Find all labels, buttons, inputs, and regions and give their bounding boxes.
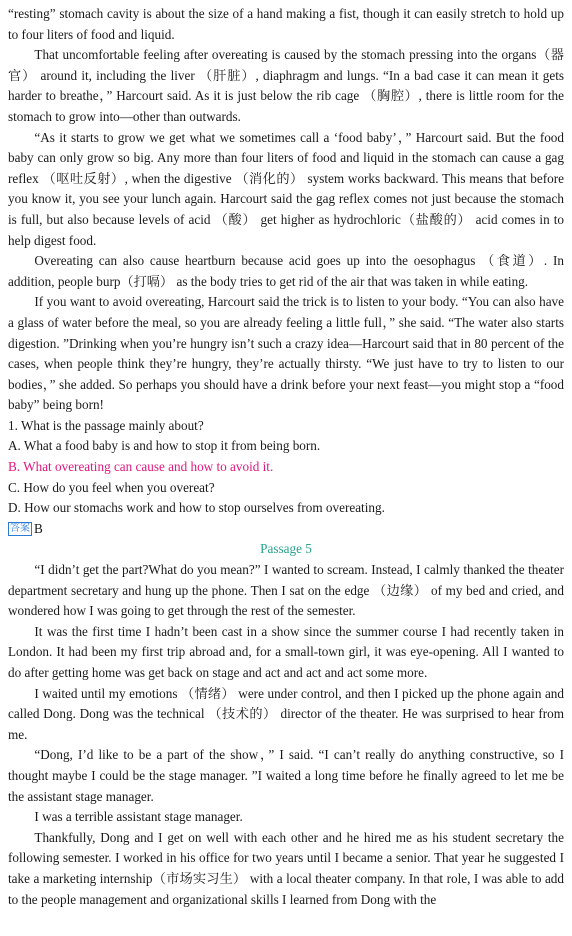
paragraph: If you want to avoid overeating, Harcourt said the trick is to listen to your body. “You can also have a glass of water before the meal, so you are already feeling a little full，” she said. “The water also starts digestion. ”Drinking when you’re hungry isn’t such a crazy idea—Harcourt said that in 80 percent of the cases, when people think they’re hungry, they’re actually thirsty. “We just have to try to listen to our bodies，” she added. So perhaps you should have a drink before your next feast—you might stop a “food baby” being born!	[8, 294, 564, 413]
paragraph: That uncomfortable feeling after overeating is caused by the stomach pressing into the organs（器官） around it, including the liver （肝脏）, diaphragm and lungs. “In a bad case it can mean it gets harder to breathe，” Harcourt said. As it is just below the rib cage （胸腔）, there is little room for the stomach to grow into—other than outwards.	[8, 47, 564, 124]
paragraph: “As it starts to grow we get what we sometimes call a ‘food baby’，” Harcourt said. But the food baby can only grow so big. Any more than four liters of food and liquid in the stomach can cause a gag reflex （呕吐反射）, when the digestive （消化的） system works backward. This means that before you know it, you see your lunch again. Harcourt said the gag reflex comes not just because the stomach is full, but also because levels of acid （酸） get higher as hydrochloric（盐酸的） acid comes in to help digest food.	[8, 129, 564, 248]
question-text: 1. What is the passage mainly about?	[8, 417, 204, 433]
question-block	[8, 416, 564, 540]
paragraph: “I didn’t get the part?What do you mean?” I wanted to scream. Instead, I calmly thanked the theater department secretary and hung up the phone. Then I sat on the edge （边缘） of my bed and cried, and wondered how I was going to get through the rest of the semester.	[8, 562, 564, 619]
passage-5-body	[8, 560, 564, 910]
paragraph: I was a terrible assistant stage manager.	[34, 809, 243, 825]
answer-value: B	[34, 520, 43, 536]
passage-4-body	[8, 4, 564, 416]
paragraph: I waited until my emotions （情绪） were under control, and then I picked up the phone again and called Dong. Dong was the technical （技术的） director of the theater. He was surprised to hear from me.	[8, 685, 564, 742]
answer-tag: 答案	[10, 523, 30, 535]
passage-5-title: Passage 5	[260, 541, 312, 557]
paragraph: It was the first time I hadn’t been cast in a show since the summer course I had recently taken in London. It had been my first trip abroad and, for a small-town girl, it was eye-opening. All I wanted to do after getting home was get back on stage and act and act and act some more.	[8, 623, 564, 680]
paragraph: “Dong, I’d like to be a part of the show，” I said. “I can’t really do anything constructive, so I thought maybe I could be the stage manager. ”I waited a long time before he finally agreed to let me be the assistant stage manager.	[8, 747, 564, 804]
option-b-correct: B. What overeating can cause and how to avoid it.	[8, 459, 274, 475]
option-c: C. How do you feel when you overeat?	[8, 479, 215, 495]
paragraph: Overeating can also cause heartburn because acid goes up into the oesophagus （食道）. In addition, people burp（打嗝） as the body tries to get rid of the air that was taken in while eating.	[8, 253, 564, 289]
option-a: A. What a food baby is and how to stop it from being born.	[8, 438, 321, 454]
option-d: D. How our stomachs work and how to stop ourselves from overeating.	[8, 500, 385, 516]
answer-row	[8, 519, 564, 540]
paragraph: Thankfully, Dong and I get on well with each other and he hired me as his student secretary the following semester. I worked in his office for two years until I became a senior. That year he suggested I take a marketing internship（市场实习生） with a local theater company. In that role, I was able to add to the people management and organizational skills I learned from Dong with the	[8, 829, 564, 907]
paragraph: “resting” stomach cavity is about the size of a hand making a fist, though it can easily stretch to hold up to four liters of food and liquid.	[8, 6, 564, 42]
